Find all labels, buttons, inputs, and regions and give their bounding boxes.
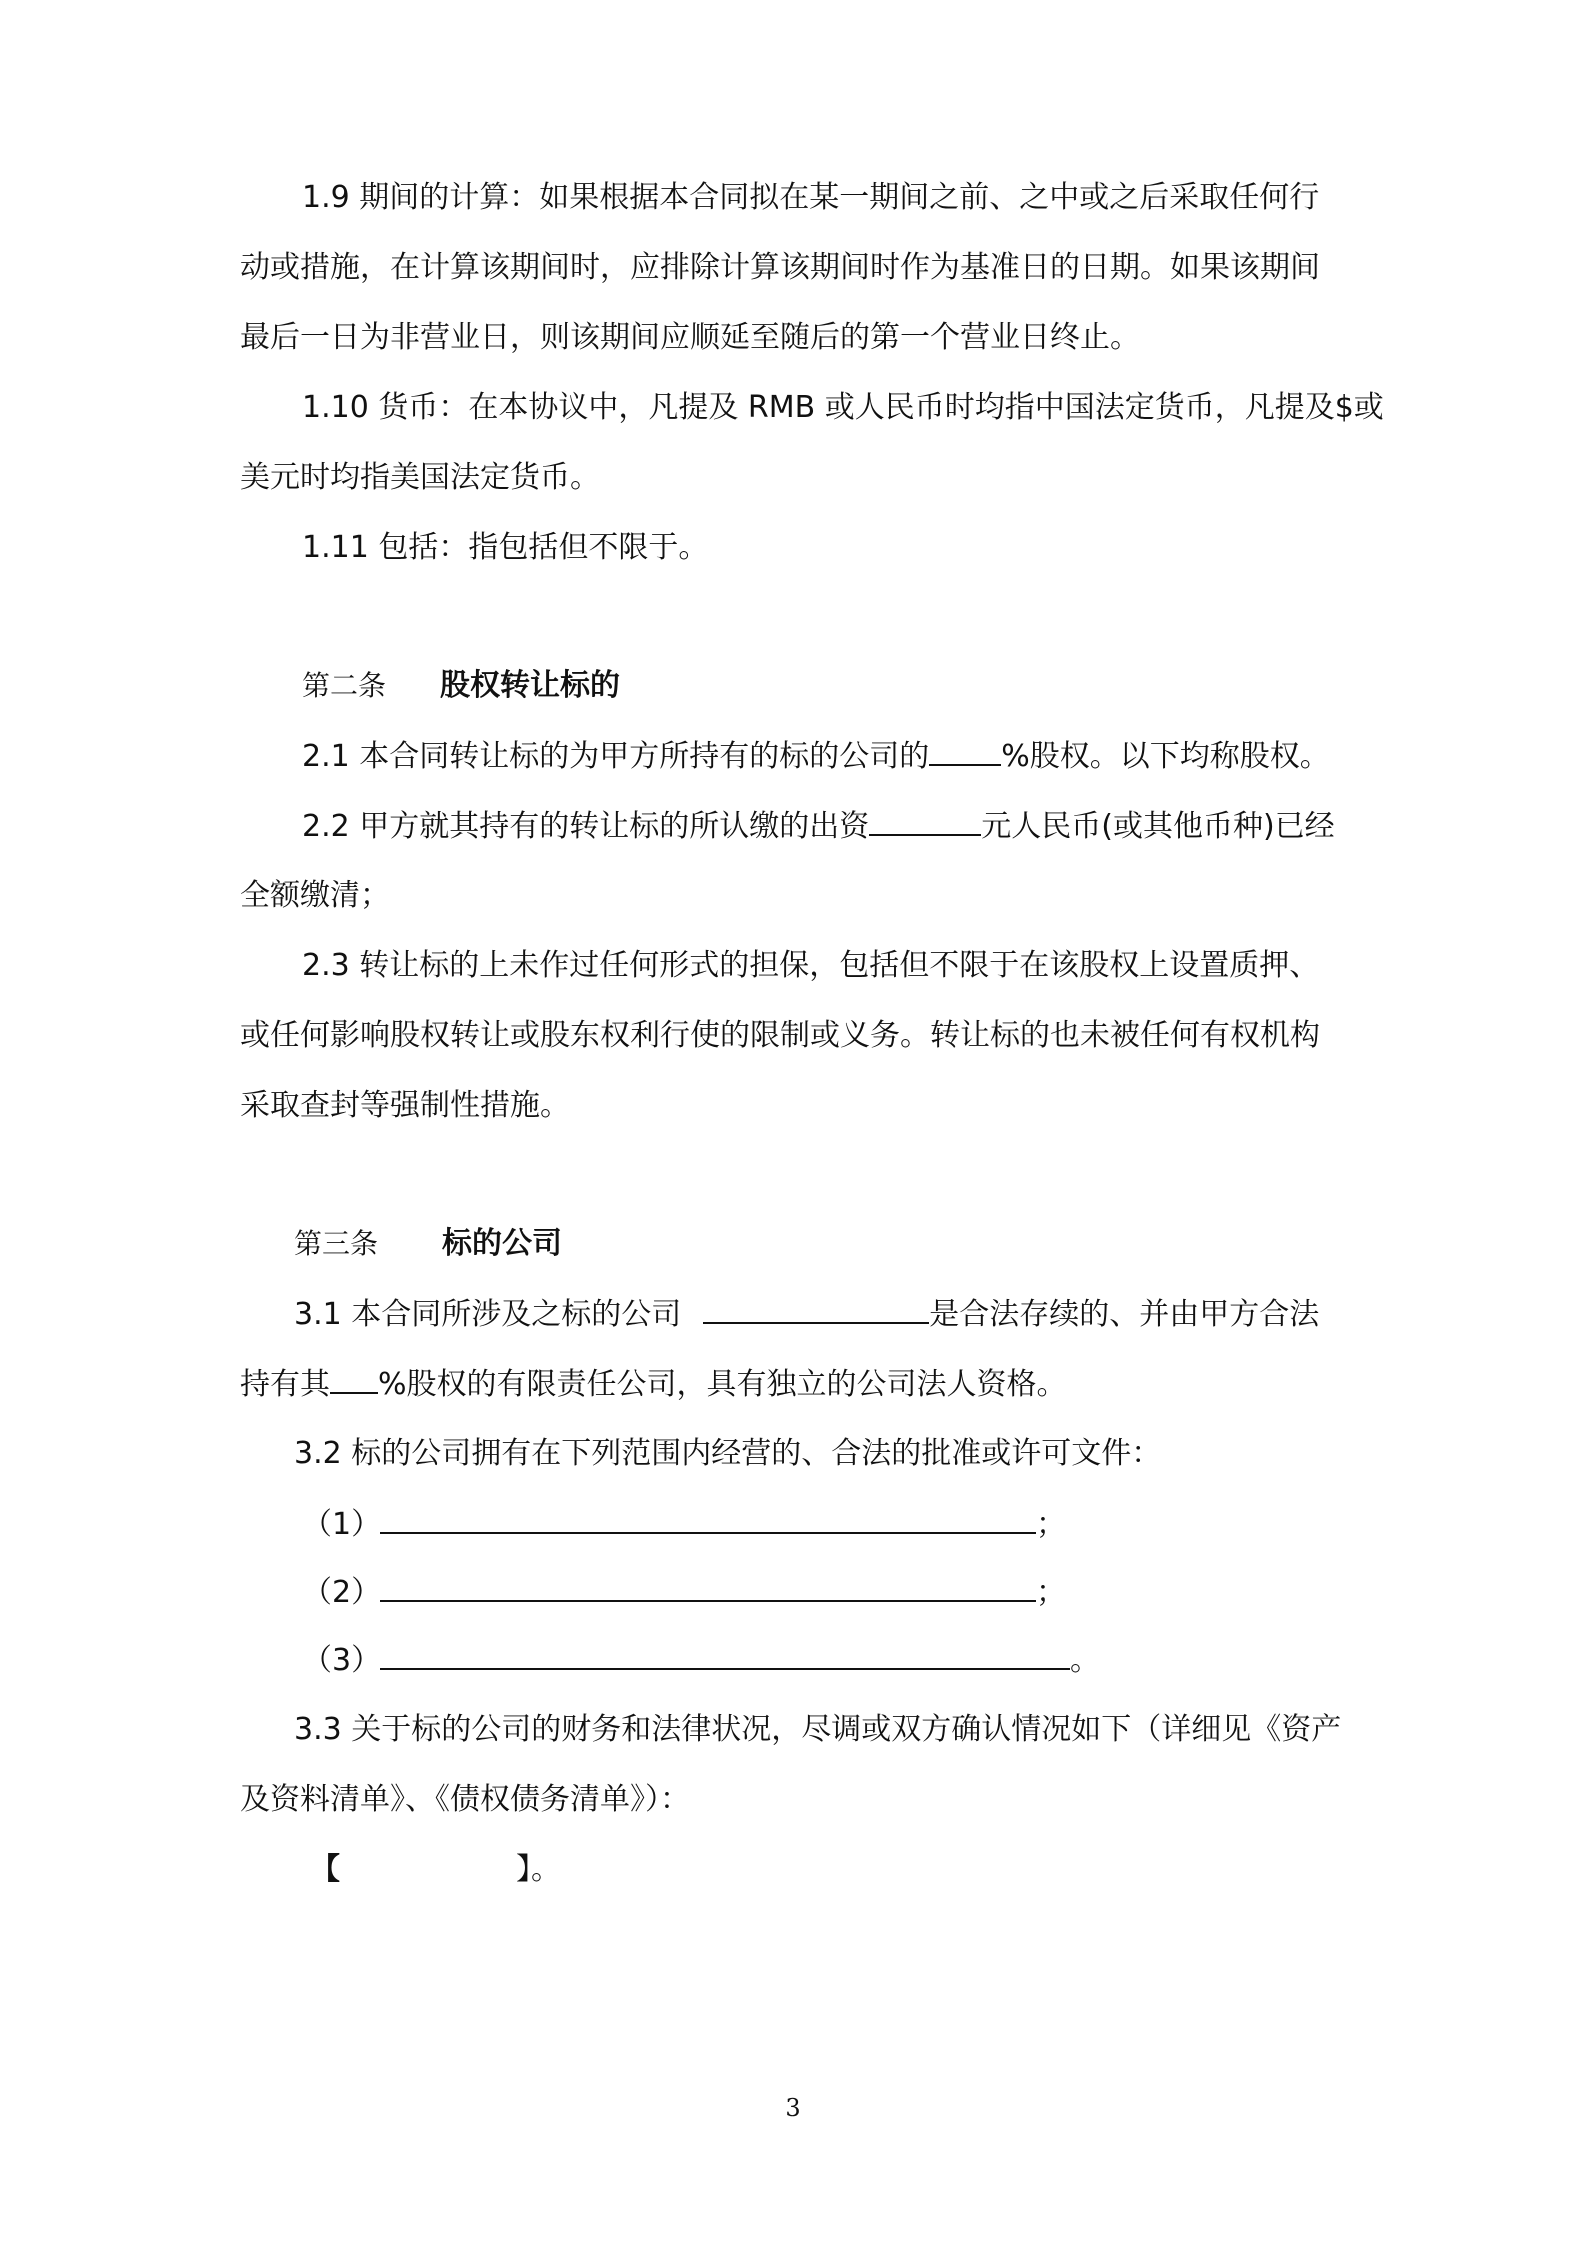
- paragraph-3-3-line-2: 及资料清单》、《债权债务清单》）：: [240, 1782, 690, 1817]
- license-item-2: [302, 1570, 1066, 1614]
- share-percent-blank[interactable]: [929, 734, 1001, 766]
- paragraph-2-1-text-before: 2.1 本合同转让标的为甲方所持有的标的公司的: [302, 739, 930, 774]
- paragraph-1-9-line-1: 1.9 期间的计算：如果根据本合同拟在某一期间之前、之中或之后采取任何行: [302, 180, 1320, 215]
- capital-amount-blank[interactable]: [869, 804, 981, 836]
- bracket-close: 】。: [516, 1852, 561, 1887]
- license-item-2-blank[interactable]: [380, 1570, 1036, 1602]
- license-item-2-end: ；: [1036, 1575, 1066, 1610]
- paragraph-2-2-text-after: 元人民币(或其他币种)已经: [981, 809, 1335, 844]
- paragraph-3-1-line-2: [240, 1362, 1067, 1406]
- article-3-number: 第三条: [294, 1227, 379, 1260]
- paragraph-3-3-line-1: 3.3 关于标的公司的财务和法律状况，尽调或双方确认情况如下（详细见《资产: [294, 1712, 1342, 1747]
- status-bracket-line: [310, 1848, 561, 1892]
- paragraph-3-1-l2-before: 持有其: [240, 1367, 330, 1402]
- paragraph-1-9-line-2: 动或措施，在计算该期间时，应排除计算该期间时作为基准日的日期。如果该期间: [240, 250, 1320, 285]
- paragraph-3-1-text-before: 3.1 本合同所涉及之标的公司: [294, 1297, 682, 1332]
- held-percent-blank[interactable]: [330, 1362, 378, 1394]
- paragraph-2-3-line-3: 采取查封等强制性措施。: [240, 1088, 570, 1123]
- article-3-heading: [294, 1222, 562, 1266]
- paragraph-2-2-line-2: 全额缴清；: [240, 878, 390, 913]
- paragraph-2-3-line-2: 或任何影响股权转让或股东权利行使的限制或义务。转让标的也未被任何有权机构: [240, 1018, 1320, 1053]
- paragraph-2-1-text-after: %股权。以下均称股权。: [1001, 739, 1330, 774]
- article-2-title: 股权转让标的: [440, 668, 620, 703]
- paragraph-2-2-text-before: 2.2 甲方就其持有的转让标的所认缴的出资: [302, 809, 870, 844]
- article-3-title: 标的公司: [442, 1226, 562, 1261]
- license-item-1: [302, 1502, 1066, 1546]
- license-item-1-end: ；: [1036, 1507, 1066, 1542]
- bracket-open: 【: [310, 1852, 340, 1887]
- license-item-3-blank[interactable]: [380, 1638, 1070, 1670]
- paragraph-1-10-line-1: 1.10 货币：在本协议中，凡提及 RMB 或人民币时均指中国法定货币，凡提及$或: [302, 390, 1384, 425]
- license-item-1-label: （1）: [302, 1507, 382, 1542]
- license-item-3-end: 。: [1070, 1643, 1100, 1678]
- paragraph-1-10-line-2: 美元时均指美国法定货币。: [240, 460, 600, 495]
- paragraph-3-2: 3.2 标的公司拥有在下列范围内经营的、合法的批准或许可文件：: [294, 1436, 1162, 1471]
- paragraph-2-1: [302, 734, 1330, 778]
- paragraph-3-1-line-1: [294, 1292, 1319, 1336]
- article-2-number: 第二条: [302, 669, 387, 702]
- paragraph-1-11: 1.11 包括：指包括但不限于。: [302, 530, 709, 565]
- paragraph-1-9-line-3: 最后一日为非营业日，则该期间应顺延至随后的第一个营业日终止。: [240, 320, 1140, 355]
- company-name-blank[interactable]: [703, 1292, 929, 1324]
- license-item-2-label: （2）: [302, 1575, 382, 1610]
- license-item-3-label: （3）: [302, 1643, 382, 1678]
- paragraph-2-2-line-1: [302, 804, 1335, 848]
- paragraph-3-1-l2-after: %股权的有限责任公司，具有独立的公司法人资格。: [378, 1367, 1067, 1402]
- license-item-1-blank[interactable]: [380, 1502, 1036, 1534]
- license-item-3: [302, 1638, 1100, 1682]
- paragraph-2-3-line-1: 2.3 转让标的上未作过任何形式的担保，包括但不限于在该股权上设置质押、: [302, 948, 1320, 983]
- article-2-heading: [302, 664, 620, 708]
- page-number: 3: [785, 2094, 801, 2122]
- paragraph-3-1-text-after: 是合法存续的、并由甲方合法: [929, 1297, 1320, 1332]
